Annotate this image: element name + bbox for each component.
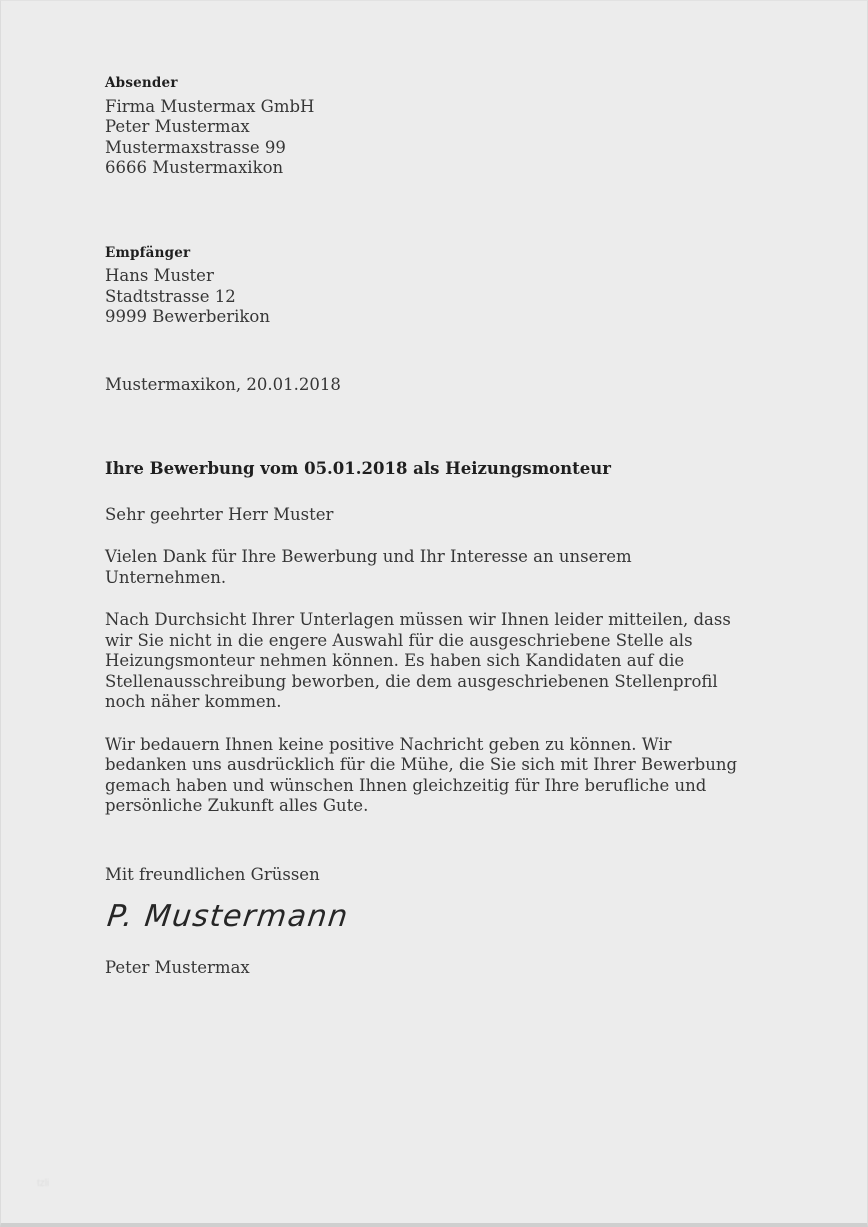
sender-company: Firma Mustermax GmbH: [105, 96, 315, 116]
paragraph-rejection: Nach Durchsicht Ihrer Unterlagen müssen wir Ihnen leider mitteilen, dass wir Sie nicht in die engere Auswahl für die ausgeschriebene Stelle als Heizungsmonteur nehmen können. Es haben sich Kandidaten auf die Stellenausschreibung beworben, die dem ausgeschriebenen Stellenprofil noch näher kommen.: [105, 610, 731, 711]
watermark: tzli: [37, 1178, 50, 1189]
sender-street: Mustermaxstrasse 99: [105, 137, 286, 157]
sender-block: [105, 73, 753, 179]
recipient-street: Stadtstrasse 12: [105, 286, 236, 306]
subject-line: Ihre Bewerbung vom 05.01.2018 als Heizungsmonteur: [105, 459, 611, 478]
recipient-name: Hans Muster: [105, 266, 214, 285]
handwritten-signature: P. Mustermann: [105, 899, 351, 934]
recipient-label: Empfänger: [105, 244, 191, 261]
sender-name: Peter Mustermax: [105, 117, 250, 136]
paragraph-thanks: Vielen Dank für Ihre Bewerbung und Ihr Interesse an unserem Unternehmen.: [105, 547, 632, 587]
closing-line: Mit freundlichen Grüssen: [105, 864, 320, 884]
recipient-block: [105, 243, 753, 328]
signer-name: Peter Mustermax: [105, 958, 250, 977]
dateline: Mustermaxikon, 20.01.2018: [105, 374, 341, 394]
sender-label: Absender: [105, 75, 178, 91]
sender-city: 6666 Mustermaxikon: [105, 158, 284, 177]
salutation: Sehr geehrter Herr Muster: [105, 504, 334, 524]
paragraph-regret: Wir bedauern Ihnen keine positive Nachricht geben zu können. Wir bedanken uns ausdrücklich für die Mühe, die Sie sich mit Ihrer Bewerbung gemach haben und wünschen Ihnen gleichzeitig für Ihre berufliche und persönliche Zukunft alles Gute.: [105, 734, 738, 815]
recipient-city: 9999 Bewerberikon: [105, 307, 270, 326]
letter-content: [105, 73, 753, 979]
